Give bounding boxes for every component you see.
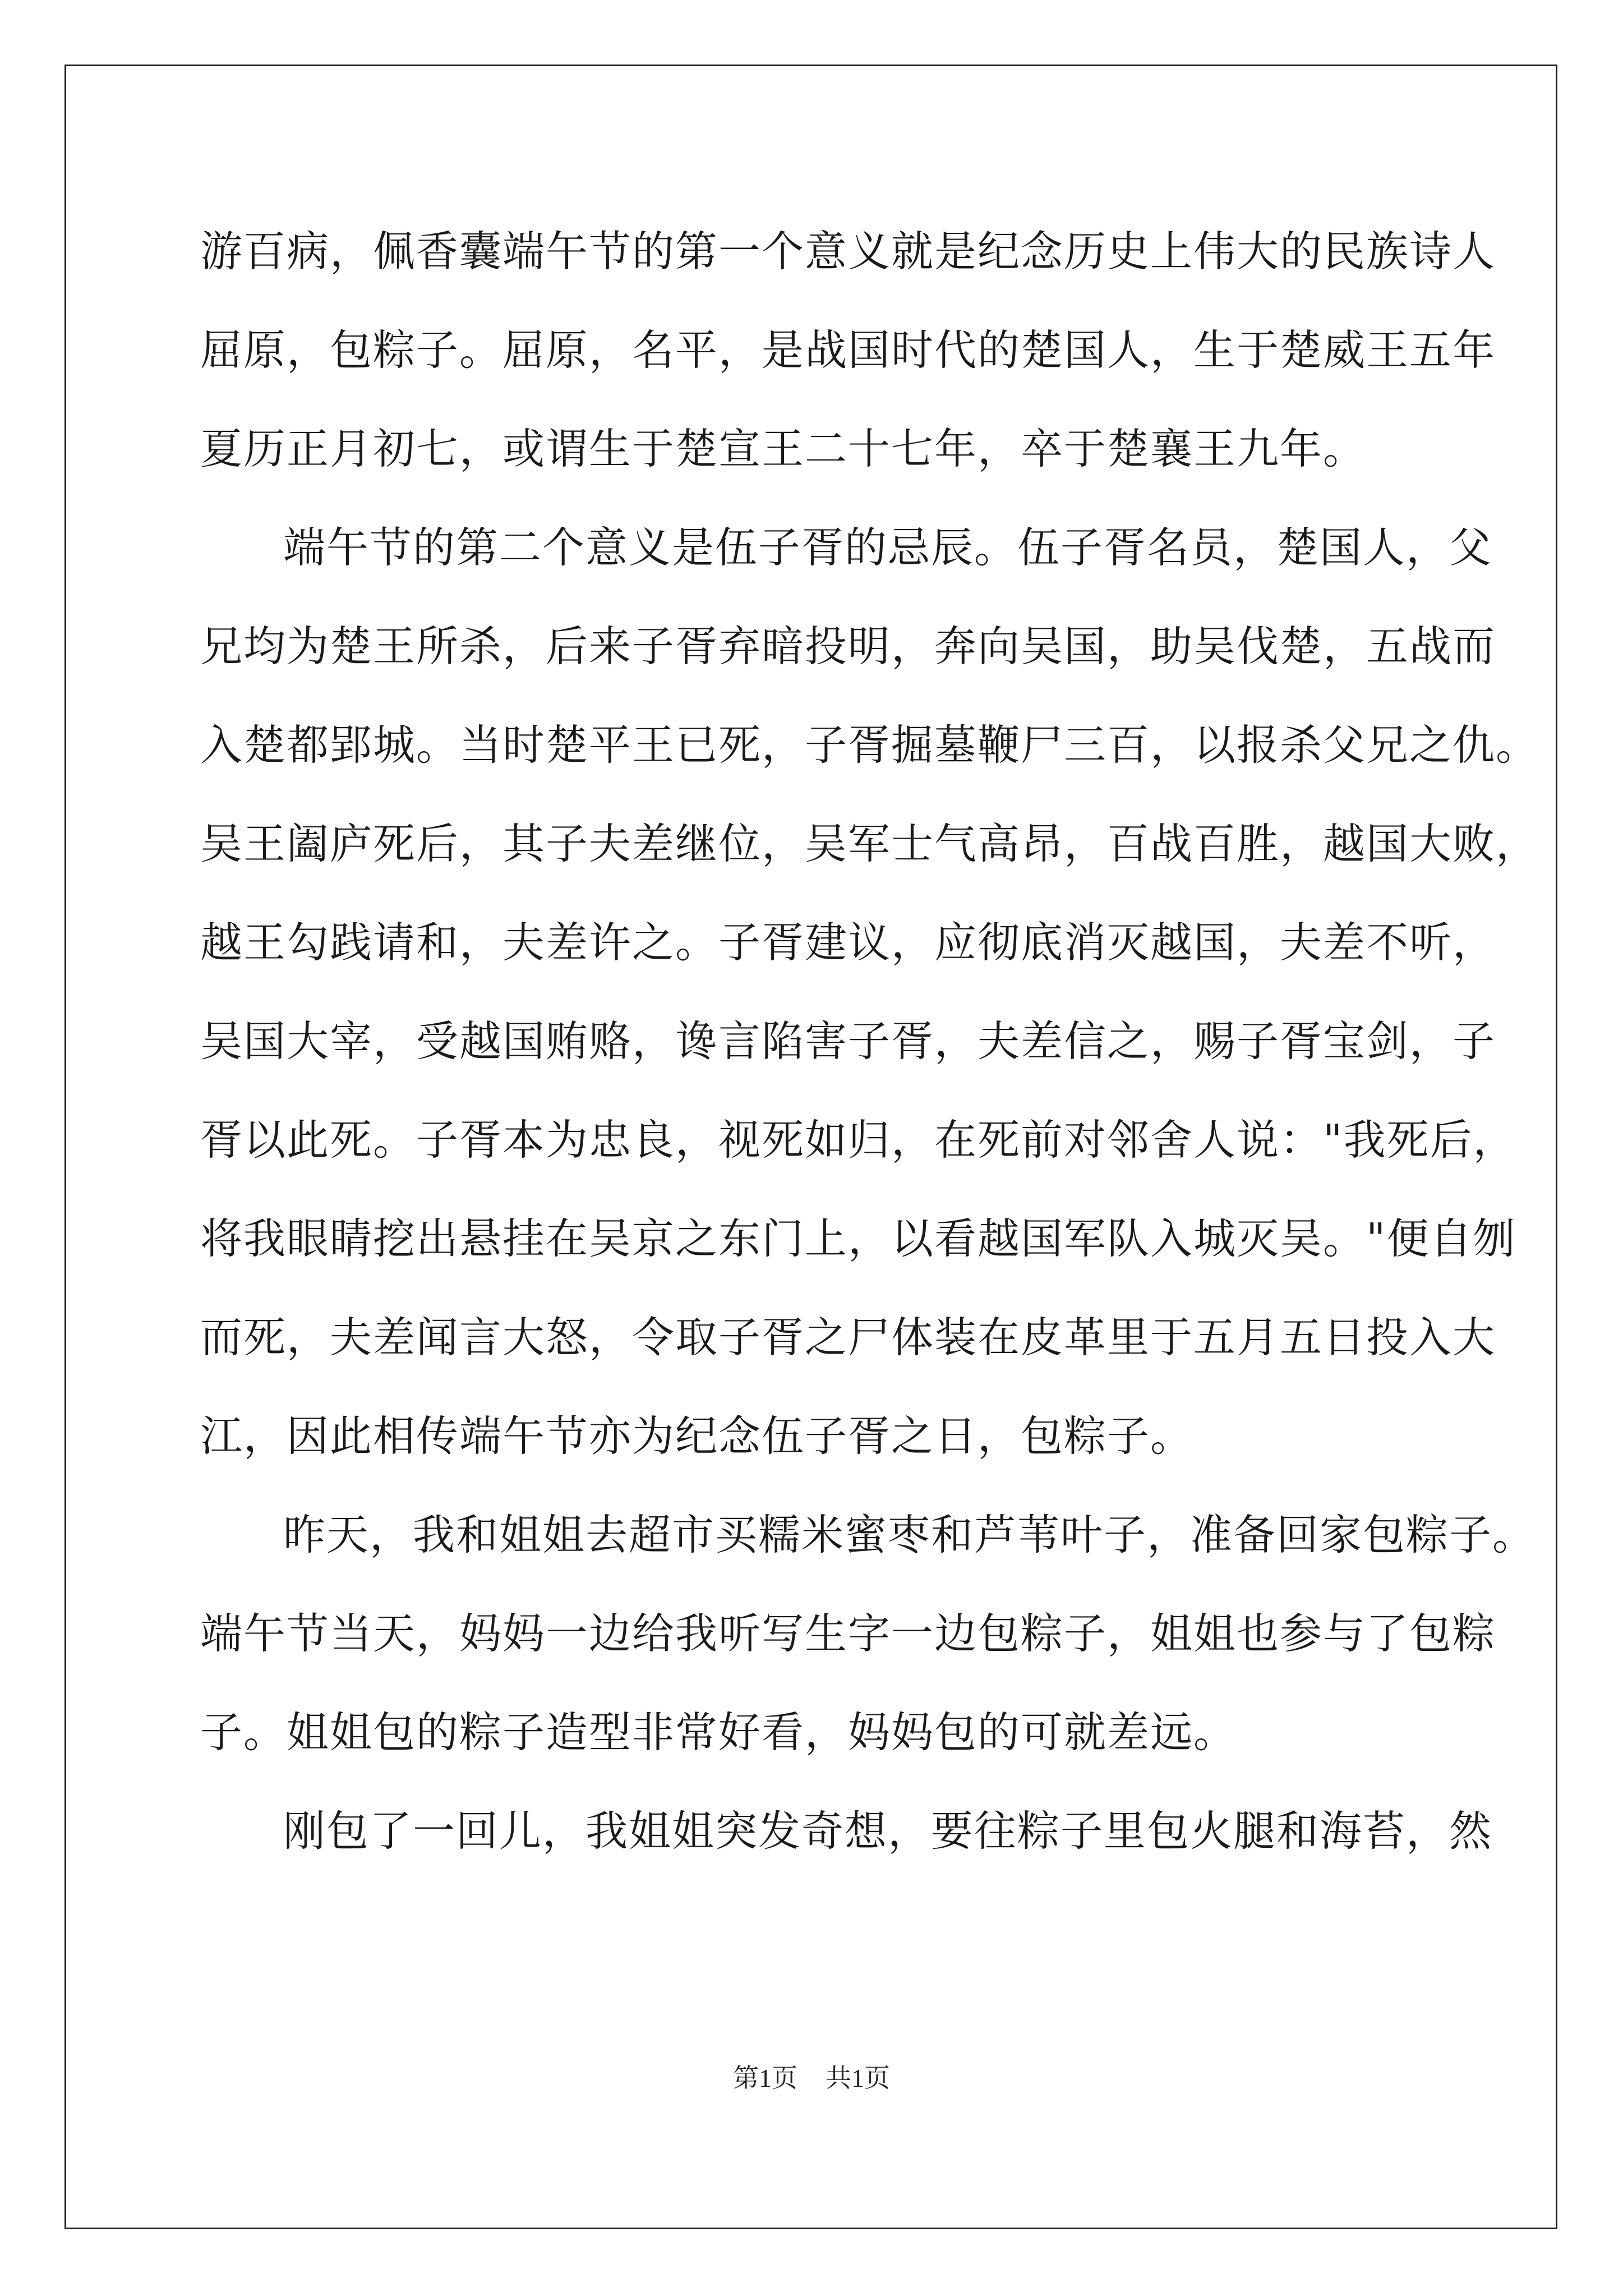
page-number-total: 共1页 — [826, 2064, 890, 2092]
text-line: 越王勾践请和，夫差许之。子胥建议，应彻底消灭越国，夫差不听， — [200, 918, 1496, 967]
paragraph-start-line: 刚包了一回儿，我姐姐突发奇想，要往粽子里包火腿和海苔，然 — [283, 1806, 1493, 1856]
text-line: 游百病，佩香囊端午节的第一个意义就是纪念历史上伟大的民族诗人 — [200, 227, 1496, 276]
text-line: 兄均为楚王所杀，后来子胥弃暗投明，奔向吴国，助吴伐楚，五战而 — [200, 622, 1496, 671]
text-line: 而死，夫差闻言大怒，令取子胥之尸体装在皮革里于五月五日投入大 — [200, 1313, 1496, 1362]
text-line: 胥以此死。子胥本为忠良，视死如归，在死前对邻舍人说："我死后， — [200, 1115, 1516, 1165]
document-body — [200, 218, 1539, 1896]
page-number-current: 第1页 — [733, 2064, 797, 2092]
text-line: 子。姐姐包的粽子造型非常好看，妈妈包的可就差远。 — [200, 1708, 1237, 1757]
text-line: 夏历正月初七，或谓生于楚宣王二十七年，卒于楚襄王九年。 — [200, 424, 1367, 473]
text-line: 吴王阖庐死后，其子夫差继位，吴军士气高昂，百战百胜，越国大败， — [200, 819, 1539, 868]
paragraph-start-line: 端午节的第二个意义是伍子胥的忌辰。伍子胥名员，楚国人，父 — [283, 523, 1493, 572]
text-line: 江，因此相传端午节亦为纪念伍子胥之日，包粽子。 — [200, 1411, 1194, 1461]
text-line: 将我眼睛挖出悬挂在吴京之东门上，以看越国军队入城灭吴。"便自刎 — [200, 1214, 1516, 1263]
text-line: 吴国大宰，受越国贿赂，谗言陷害子胥，夫差信之，赐子胥宝剑，子 — [200, 1016, 1496, 1066]
text-line: 入楚都郢城。当时楚平王已死，子胥掘墓鞭尸三百，以报杀父兄之仇。 — [200, 720, 1539, 770]
text-line: 屈原，包粽子。屈原，名平，是战国时代的楚国人，生于楚威王五年 — [200, 325, 1496, 375]
text-line: 端午节当天，妈妈一边给我听写生字一边包粽子，姐姐也参与了包粽 — [200, 1609, 1496, 1658]
paragraph-start-line: 昨天，我和姐姐去超市买糯米蜜枣和芦苇叶子，准备回家包粽子。 — [283, 1510, 1536, 1559]
page-footer — [0, 2058, 1623, 2095]
